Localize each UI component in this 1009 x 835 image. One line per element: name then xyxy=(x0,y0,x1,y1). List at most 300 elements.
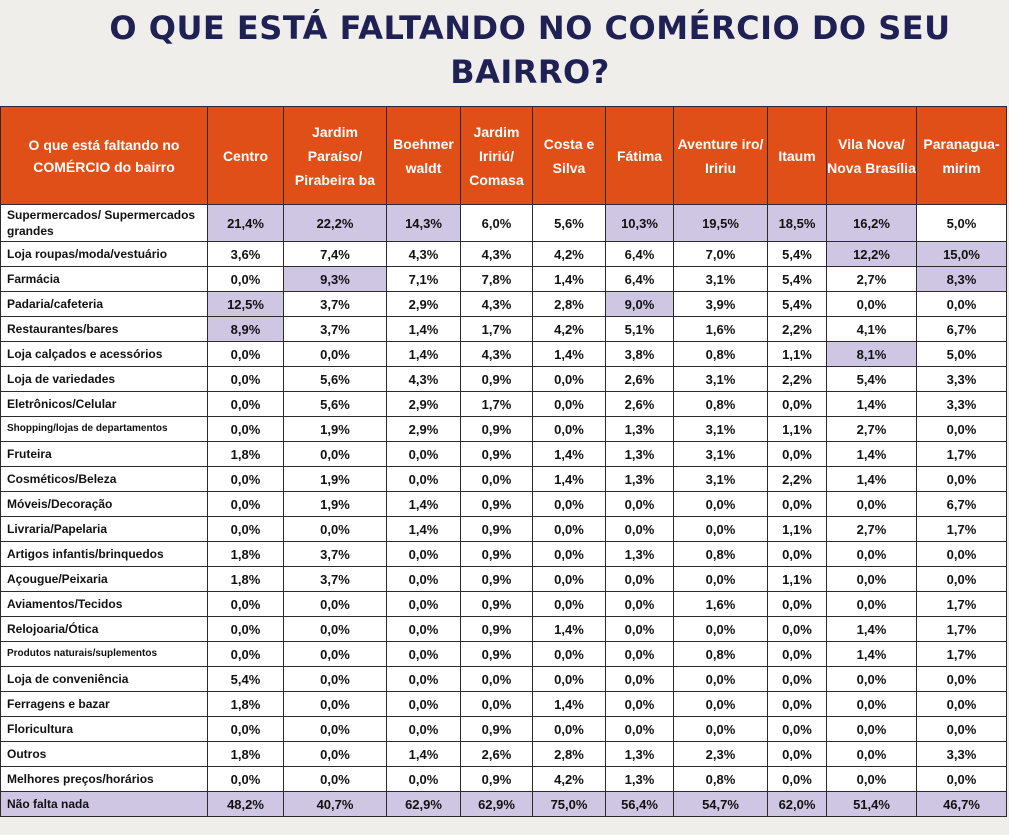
table-cell: 1,3% xyxy=(606,417,674,442)
table-cell: 8,3% xyxy=(917,267,1007,292)
table-cell: 1,7% xyxy=(461,317,533,342)
table-cell: 0,0% xyxy=(387,642,461,667)
table-cell: 0,0% xyxy=(606,717,674,742)
table-cell: 2,2% xyxy=(768,367,827,392)
table-cell: 0,0% xyxy=(674,692,768,717)
table-cell: 0,0% xyxy=(768,667,827,692)
row-label: Fruteira xyxy=(1,442,208,467)
table-cell: 0,0% xyxy=(284,667,387,692)
table-cell: 19,5% xyxy=(674,205,768,242)
table-cell: 18,5% xyxy=(768,205,827,242)
table-cell: 0,0% xyxy=(917,467,1007,492)
table-row xyxy=(1,617,1007,642)
table-cell: 0,8% xyxy=(674,392,768,417)
table-cell: 2,7% xyxy=(827,517,917,542)
table-cell: 3,8% xyxy=(606,342,674,367)
row-label: Padaria/cafeteria xyxy=(1,292,208,317)
table-cell: 0,0% xyxy=(827,692,917,717)
table-cell: 0,0% xyxy=(768,742,827,767)
table-cell: 1,7% xyxy=(917,442,1007,467)
table-cell: 0,0% xyxy=(387,667,461,692)
table-row xyxy=(1,442,1007,467)
table-cell: 0,9% xyxy=(461,542,533,567)
table-cell: 15,0% xyxy=(917,242,1007,267)
row-label: Loja de conveniência xyxy=(1,667,208,692)
table-cell: 0,9% xyxy=(461,417,533,442)
table-cell: 5,1% xyxy=(606,317,674,342)
table-cell: 4,2% xyxy=(533,242,606,267)
table-cell: 0,0% xyxy=(208,617,284,642)
comparison-table xyxy=(0,106,1007,817)
table-cell: 1,4% xyxy=(827,442,917,467)
table-cell: 48,2% xyxy=(208,792,284,817)
table-cell: 2,2% xyxy=(768,317,827,342)
row-label: Supermercados/ Supermercados grandes xyxy=(1,205,208,242)
table-cell: 8,9% xyxy=(208,317,284,342)
table-row xyxy=(1,742,1007,767)
table-cell: 1,4% xyxy=(827,617,917,642)
table-cell: 0,0% xyxy=(387,442,461,467)
table-row xyxy=(1,267,1007,292)
table-cell: 0,0% xyxy=(208,367,284,392)
table-cell: 0,0% xyxy=(917,292,1007,317)
table-cell: 1,4% xyxy=(533,442,606,467)
table-cell: 0,0% xyxy=(674,717,768,742)
row-label: Cosméticos/Beleza xyxy=(1,467,208,492)
table-cell: 0,0% xyxy=(827,767,917,792)
table-cell: 6,7% xyxy=(917,492,1007,517)
table-cell: 5,4% xyxy=(768,267,827,292)
table-cell: 0,0% xyxy=(284,692,387,717)
table-cell: 1,7% xyxy=(917,617,1007,642)
table-cell: 5,4% xyxy=(768,242,827,267)
row-label: Produtos naturais/suplementos xyxy=(1,642,208,667)
table-cell: 1,8% xyxy=(208,567,284,592)
table-cell: 0,0% xyxy=(606,667,674,692)
column-header: Boehmer waldt xyxy=(387,107,461,205)
table-cell: 0,0% xyxy=(284,517,387,542)
table-cell: 0,0% xyxy=(917,667,1007,692)
row-label: Relojoaria/Ótica xyxy=(1,617,208,642)
table-row xyxy=(1,492,1007,517)
table-cell: 0,0% xyxy=(674,617,768,642)
row-label: Restaurantes/bares xyxy=(1,317,208,342)
table-cell: 51,4% xyxy=(827,792,917,817)
table-cell: 0,0% xyxy=(768,542,827,567)
table-cell: 0,0% xyxy=(533,642,606,667)
table-cell: 1,4% xyxy=(827,392,917,417)
table-cell: 1,6% xyxy=(674,317,768,342)
table-cell: 1,6% xyxy=(674,592,768,617)
table-cell: 0,0% xyxy=(917,692,1007,717)
table-cell: 0,0% xyxy=(284,642,387,667)
table-cell: 12,2% xyxy=(827,242,917,267)
table-cell: 1,4% xyxy=(827,467,917,492)
table-row xyxy=(1,392,1007,417)
table-cell: 0,0% xyxy=(284,617,387,642)
table-cell: 6,4% xyxy=(606,242,674,267)
table-cell: 0,0% xyxy=(827,492,917,517)
table-cell: 0,0% xyxy=(674,517,768,542)
page-title: O QUE ESTÁ FALTANDO NO COMÉRCIO DO SEU BAIRRO? xyxy=(109,9,951,91)
table-cell: 0,0% xyxy=(387,567,461,592)
table-cell: 0,0% xyxy=(827,742,917,767)
table-cell: 2,7% xyxy=(827,417,917,442)
table-cell: 0,0% xyxy=(827,717,917,742)
table-cell: 0,0% xyxy=(387,592,461,617)
table-cell: 0,0% xyxy=(387,767,461,792)
table-cell: 4,1% xyxy=(827,317,917,342)
table-row xyxy=(1,367,1007,392)
table-cell: 0,0% xyxy=(827,292,917,317)
table-cell: 3,3% xyxy=(917,367,1007,392)
table-cell: 0,0% xyxy=(768,442,827,467)
table-cell: 0,0% xyxy=(387,617,461,642)
table-cell: 0,0% xyxy=(461,692,533,717)
table-cell: 4,2% xyxy=(533,317,606,342)
column-header: Costa e Silva xyxy=(533,107,606,205)
table-row xyxy=(1,642,1007,667)
table-cell: 2,7% xyxy=(827,267,917,292)
table-cell: 54,7% xyxy=(674,792,768,817)
table-cell: 0,0% xyxy=(461,667,533,692)
table-cell: 0,0% xyxy=(533,542,606,567)
table-cell: 2,2% xyxy=(768,467,827,492)
table-cell: 0,0% xyxy=(284,342,387,367)
table-row xyxy=(1,592,1007,617)
table-cell: 12,5% xyxy=(208,292,284,317)
table-cell: 2,9% xyxy=(387,292,461,317)
table-cell: 0,0% xyxy=(208,467,284,492)
table-cell: 1,4% xyxy=(387,492,461,517)
table-cell: 2,9% xyxy=(387,417,461,442)
table-cell: 8,1% xyxy=(827,342,917,367)
table-row xyxy=(1,517,1007,542)
table-cell: 6,0% xyxy=(461,205,533,242)
table-cell: 1,7% xyxy=(917,517,1007,542)
table-cell: 7,4% xyxy=(284,242,387,267)
table-cell: 3,1% xyxy=(674,267,768,292)
table-cell: 3,6% xyxy=(208,242,284,267)
table-cell: 0,0% xyxy=(208,392,284,417)
table-row xyxy=(1,342,1007,367)
table-cell: 1,3% xyxy=(606,542,674,567)
table-cell: 3,7% xyxy=(284,317,387,342)
table-row xyxy=(1,467,1007,492)
table-cell: 2,9% xyxy=(387,392,461,417)
table-cell: 0,8% xyxy=(674,342,768,367)
table-cell: 10,3% xyxy=(606,205,674,242)
table-cell: 1,7% xyxy=(917,642,1007,667)
table-cell: 5,4% xyxy=(827,367,917,392)
table-cell: 3,3% xyxy=(917,742,1007,767)
table-cell: 1,4% xyxy=(533,467,606,492)
table-row xyxy=(1,417,1007,442)
table-cell: 5,6% xyxy=(533,205,606,242)
column-header: Fátima xyxy=(606,107,674,205)
table-cell: 0,0% xyxy=(768,692,827,717)
table-cell: 0,0% xyxy=(533,592,606,617)
table-cell: 0,0% xyxy=(917,417,1007,442)
table-cell: 0,0% xyxy=(917,542,1007,567)
table-cell: 1,8% xyxy=(208,442,284,467)
table-cell: 3,9% xyxy=(674,292,768,317)
table-cell: 1,4% xyxy=(533,617,606,642)
row-label: Eletrônicos/Celular xyxy=(1,392,208,417)
table-cell: 2,6% xyxy=(461,742,533,767)
table-cell: 0,0% xyxy=(533,717,606,742)
row-label: Farmácia xyxy=(1,267,208,292)
table-cell: 1,4% xyxy=(387,517,461,542)
table-cell: 0,9% xyxy=(461,567,533,592)
table-corner-header: O que está faltando no COMÉRCIO do bairro xyxy=(1,107,208,205)
table-cell: 0,0% xyxy=(208,717,284,742)
column-header: Centro xyxy=(208,107,284,205)
table-cell: 9,0% xyxy=(606,292,674,317)
row-label: Livraria/Papelaria xyxy=(1,517,208,542)
table-cell: 0,9% xyxy=(461,717,533,742)
row-label: Açougue/Peixaria xyxy=(1,567,208,592)
table-cell: 0,8% xyxy=(674,642,768,667)
table-cell: 1,7% xyxy=(461,392,533,417)
table-cell: 0,0% xyxy=(533,417,606,442)
row-label: Loja calçados e acessórios xyxy=(1,342,208,367)
table-cell: 0,0% xyxy=(387,542,461,567)
table-cell: 0,0% xyxy=(674,492,768,517)
table-cell: 1,3% xyxy=(606,467,674,492)
table-cell: 1,9% xyxy=(284,492,387,517)
table-cell: 0,9% xyxy=(461,767,533,792)
table-cell: 1,4% xyxy=(533,692,606,717)
table-cell: 0,0% xyxy=(768,617,827,642)
table-cell: 0,9% xyxy=(461,492,533,517)
table-row xyxy=(1,767,1007,792)
table-cell: 0,0% xyxy=(768,642,827,667)
table-cell: 1,4% xyxy=(387,342,461,367)
table-cell: 2,3% xyxy=(674,742,768,767)
table-cell: 1,1% xyxy=(768,517,827,542)
table-cell: 0,0% xyxy=(208,642,284,667)
table-row xyxy=(1,717,1007,742)
table-cell: 0,9% xyxy=(461,642,533,667)
table-cell: 0,0% xyxy=(533,367,606,392)
table-cell: 0,8% xyxy=(674,767,768,792)
table-cell: 1,4% xyxy=(533,267,606,292)
column-header: Aventure iro/ Iririu xyxy=(674,107,768,205)
table-cell: 0,0% xyxy=(284,717,387,742)
table-cell: 3,1% xyxy=(674,417,768,442)
table-cell: 0,0% xyxy=(533,517,606,542)
table-row xyxy=(1,692,1007,717)
column-header: Jardim Iririú/ Comasa xyxy=(461,107,533,205)
table-cell: 0,0% xyxy=(827,592,917,617)
row-label: Aviamentos/Tecidos xyxy=(1,592,208,617)
table-cell: 0,0% xyxy=(917,717,1007,742)
table-cell: 1,3% xyxy=(606,442,674,467)
table-cell: 0,0% xyxy=(827,667,917,692)
table-cell: 1,4% xyxy=(533,342,606,367)
table-cell: 5,0% xyxy=(917,205,1007,242)
table-cell: 22,2% xyxy=(284,205,387,242)
table-cell: 40,7% xyxy=(284,792,387,817)
table-cell: 0,0% xyxy=(284,742,387,767)
table-row xyxy=(1,242,1007,267)
table-cell: 0,0% xyxy=(606,642,674,667)
column-header: Jardim Paraíso/ Pirabeira ba xyxy=(284,107,387,205)
table-cell: 0,0% xyxy=(208,592,284,617)
table-row xyxy=(1,205,1007,242)
table-cell: 7,1% xyxy=(387,267,461,292)
table-cell: 4,3% xyxy=(461,342,533,367)
table-cell: 0,0% xyxy=(768,492,827,517)
column-header: Paranagua- mirim xyxy=(917,107,1007,205)
table-cell: 2,8% xyxy=(533,292,606,317)
table-cell: 3,3% xyxy=(917,392,1007,417)
table-cell: 4,3% xyxy=(461,292,533,317)
table-cell: 5,6% xyxy=(284,367,387,392)
table-cell: 0,0% xyxy=(606,567,674,592)
table-cell: 5,4% xyxy=(208,667,284,692)
table-cell: 0,9% xyxy=(461,367,533,392)
table-cell: 1,8% xyxy=(208,692,284,717)
table-cell: 2,6% xyxy=(606,367,674,392)
table-row xyxy=(1,667,1007,692)
table-cell: 3,1% xyxy=(674,367,768,392)
table-cell: 0,0% xyxy=(827,567,917,592)
table-header-row xyxy=(1,107,1007,205)
table-row xyxy=(1,292,1007,317)
table-cell: 0,0% xyxy=(768,392,827,417)
table-cell: 0,0% xyxy=(768,592,827,617)
column-header: Itaum xyxy=(768,107,827,205)
table-cell: 5,6% xyxy=(284,392,387,417)
table-cell: 0,9% xyxy=(461,592,533,617)
table-cell: 0,9% xyxy=(461,517,533,542)
table-cell: 0,0% xyxy=(208,267,284,292)
table-cell: 4,3% xyxy=(387,367,461,392)
table-cell: 0,0% xyxy=(768,717,827,742)
table-cell: 56,4% xyxy=(606,792,674,817)
table-cell: 0,0% xyxy=(533,567,606,592)
table-cell: 1,9% xyxy=(284,467,387,492)
row-label: Móveis/Decoração xyxy=(1,492,208,517)
table-cell: 62,0% xyxy=(768,792,827,817)
table-cell: 9,3% xyxy=(284,267,387,292)
table-cell: 4,3% xyxy=(461,242,533,267)
table-cell: 0,0% xyxy=(387,717,461,742)
table-cell: 1,3% xyxy=(606,742,674,767)
table-cell: 0,8% xyxy=(674,542,768,567)
table-cell: 0,0% xyxy=(606,492,674,517)
table-cell: 0,0% xyxy=(208,767,284,792)
table-cell: 6,7% xyxy=(917,317,1007,342)
table-cell: 3,1% xyxy=(674,467,768,492)
table-cell: 7,8% xyxy=(461,267,533,292)
table-cell: 62,9% xyxy=(461,792,533,817)
table-cell: 75,0% xyxy=(533,792,606,817)
row-label: Não falta nada xyxy=(1,792,208,817)
table-cell: 0,0% xyxy=(674,667,768,692)
table-cell: 0,0% xyxy=(533,492,606,517)
table-cell: 5,4% xyxy=(768,292,827,317)
table-cell: 1,4% xyxy=(827,642,917,667)
table-cell: 4,3% xyxy=(387,242,461,267)
table-cell: 1,8% xyxy=(208,742,284,767)
table-cell: 0,0% xyxy=(606,617,674,642)
table-cell: 0,0% xyxy=(387,467,461,492)
row-label: Floricultura xyxy=(1,717,208,742)
table-cell: 1,3% xyxy=(606,767,674,792)
row-label: Outros xyxy=(1,742,208,767)
table-cell: 3,1% xyxy=(674,442,768,467)
table-cell: 0,0% xyxy=(917,567,1007,592)
table-row xyxy=(1,567,1007,592)
table-cell: 0,0% xyxy=(674,567,768,592)
table-cell: 62,9% xyxy=(387,792,461,817)
table-cell: 0,0% xyxy=(284,442,387,467)
table-cell: 0,0% xyxy=(208,417,284,442)
table-cell: 3,7% xyxy=(284,567,387,592)
table-cell: 2,8% xyxy=(533,742,606,767)
table-cell: 0,9% xyxy=(461,442,533,467)
table-cell: 3,7% xyxy=(284,292,387,317)
table-cell: 1,7% xyxy=(917,592,1007,617)
table-cell: 1,4% xyxy=(387,742,461,767)
table-total-row xyxy=(1,792,1007,817)
table-cell: 4,2% xyxy=(533,767,606,792)
table-cell: 0,0% xyxy=(606,692,674,717)
table-cell: 0,0% xyxy=(284,592,387,617)
table-body xyxy=(1,205,1007,817)
table-cell: 14,3% xyxy=(387,205,461,242)
table-cell: 0,0% xyxy=(208,517,284,542)
row-label: Ferragens e bazar xyxy=(1,692,208,717)
table-cell: 1,1% xyxy=(768,567,827,592)
table-cell: 1,4% xyxy=(387,317,461,342)
table-cell: 0,0% xyxy=(208,342,284,367)
table-cell: 2,6% xyxy=(606,392,674,417)
table-cell: 0,0% xyxy=(387,692,461,717)
table-cell: 3,7% xyxy=(284,542,387,567)
table-row xyxy=(1,542,1007,567)
table-cell: 21,4% xyxy=(208,205,284,242)
table-cell: 6,4% xyxy=(606,267,674,292)
table-cell: 0,0% xyxy=(917,767,1007,792)
table-cell: 16,2% xyxy=(827,205,917,242)
table-cell: 0,0% xyxy=(533,667,606,692)
table-cell: 0,0% xyxy=(533,392,606,417)
column-header: Vila Nova/ Nova Brasília xyxy=(827,107,917,205)
row-label: Shopping/lojas de departamentos xyxy=(1,417,208,442)
table-cell: 1,9% xyxy=(284,417,387,442)
table-cell: 0,0% xyxy=(768,767,827,792)
table-cell: 46,7% xyxy=(917,792,1007,817)
table-cell: 0,0% xyxy=(606,517,674,542)
table-row xyxy=(1,317,1007,342)
table-cell: 0,0% xyxy=(461,467,533,492)
table-cell: 7,0% xyxy=(674,242,768,267)
row-label: Loja roupas/moda/vestuário xyxy=(1,242,208,267)
table-cell: 1,1% xyxy=(768,417,827,442)
row-label: Melhores preços/horários xyxy=(1,767,208,792)
row-label: Artigos infantis/brinquedos xyxy=(1,542,208,567)
table-cell: 0,0% xyxy=(606,592,674,617)
table-cell: 5,0% xyxy=(917,342,1007,367)
table-cell: 0,0% xyxy=(208,492,284,517)
table-cell: 1,1% xyxy=(768,342,827,367)
table-cell: 0,9% xyxy=(461,617,533,642)
row-label: Loja de variedades xyxy=(1,367,208,392)
